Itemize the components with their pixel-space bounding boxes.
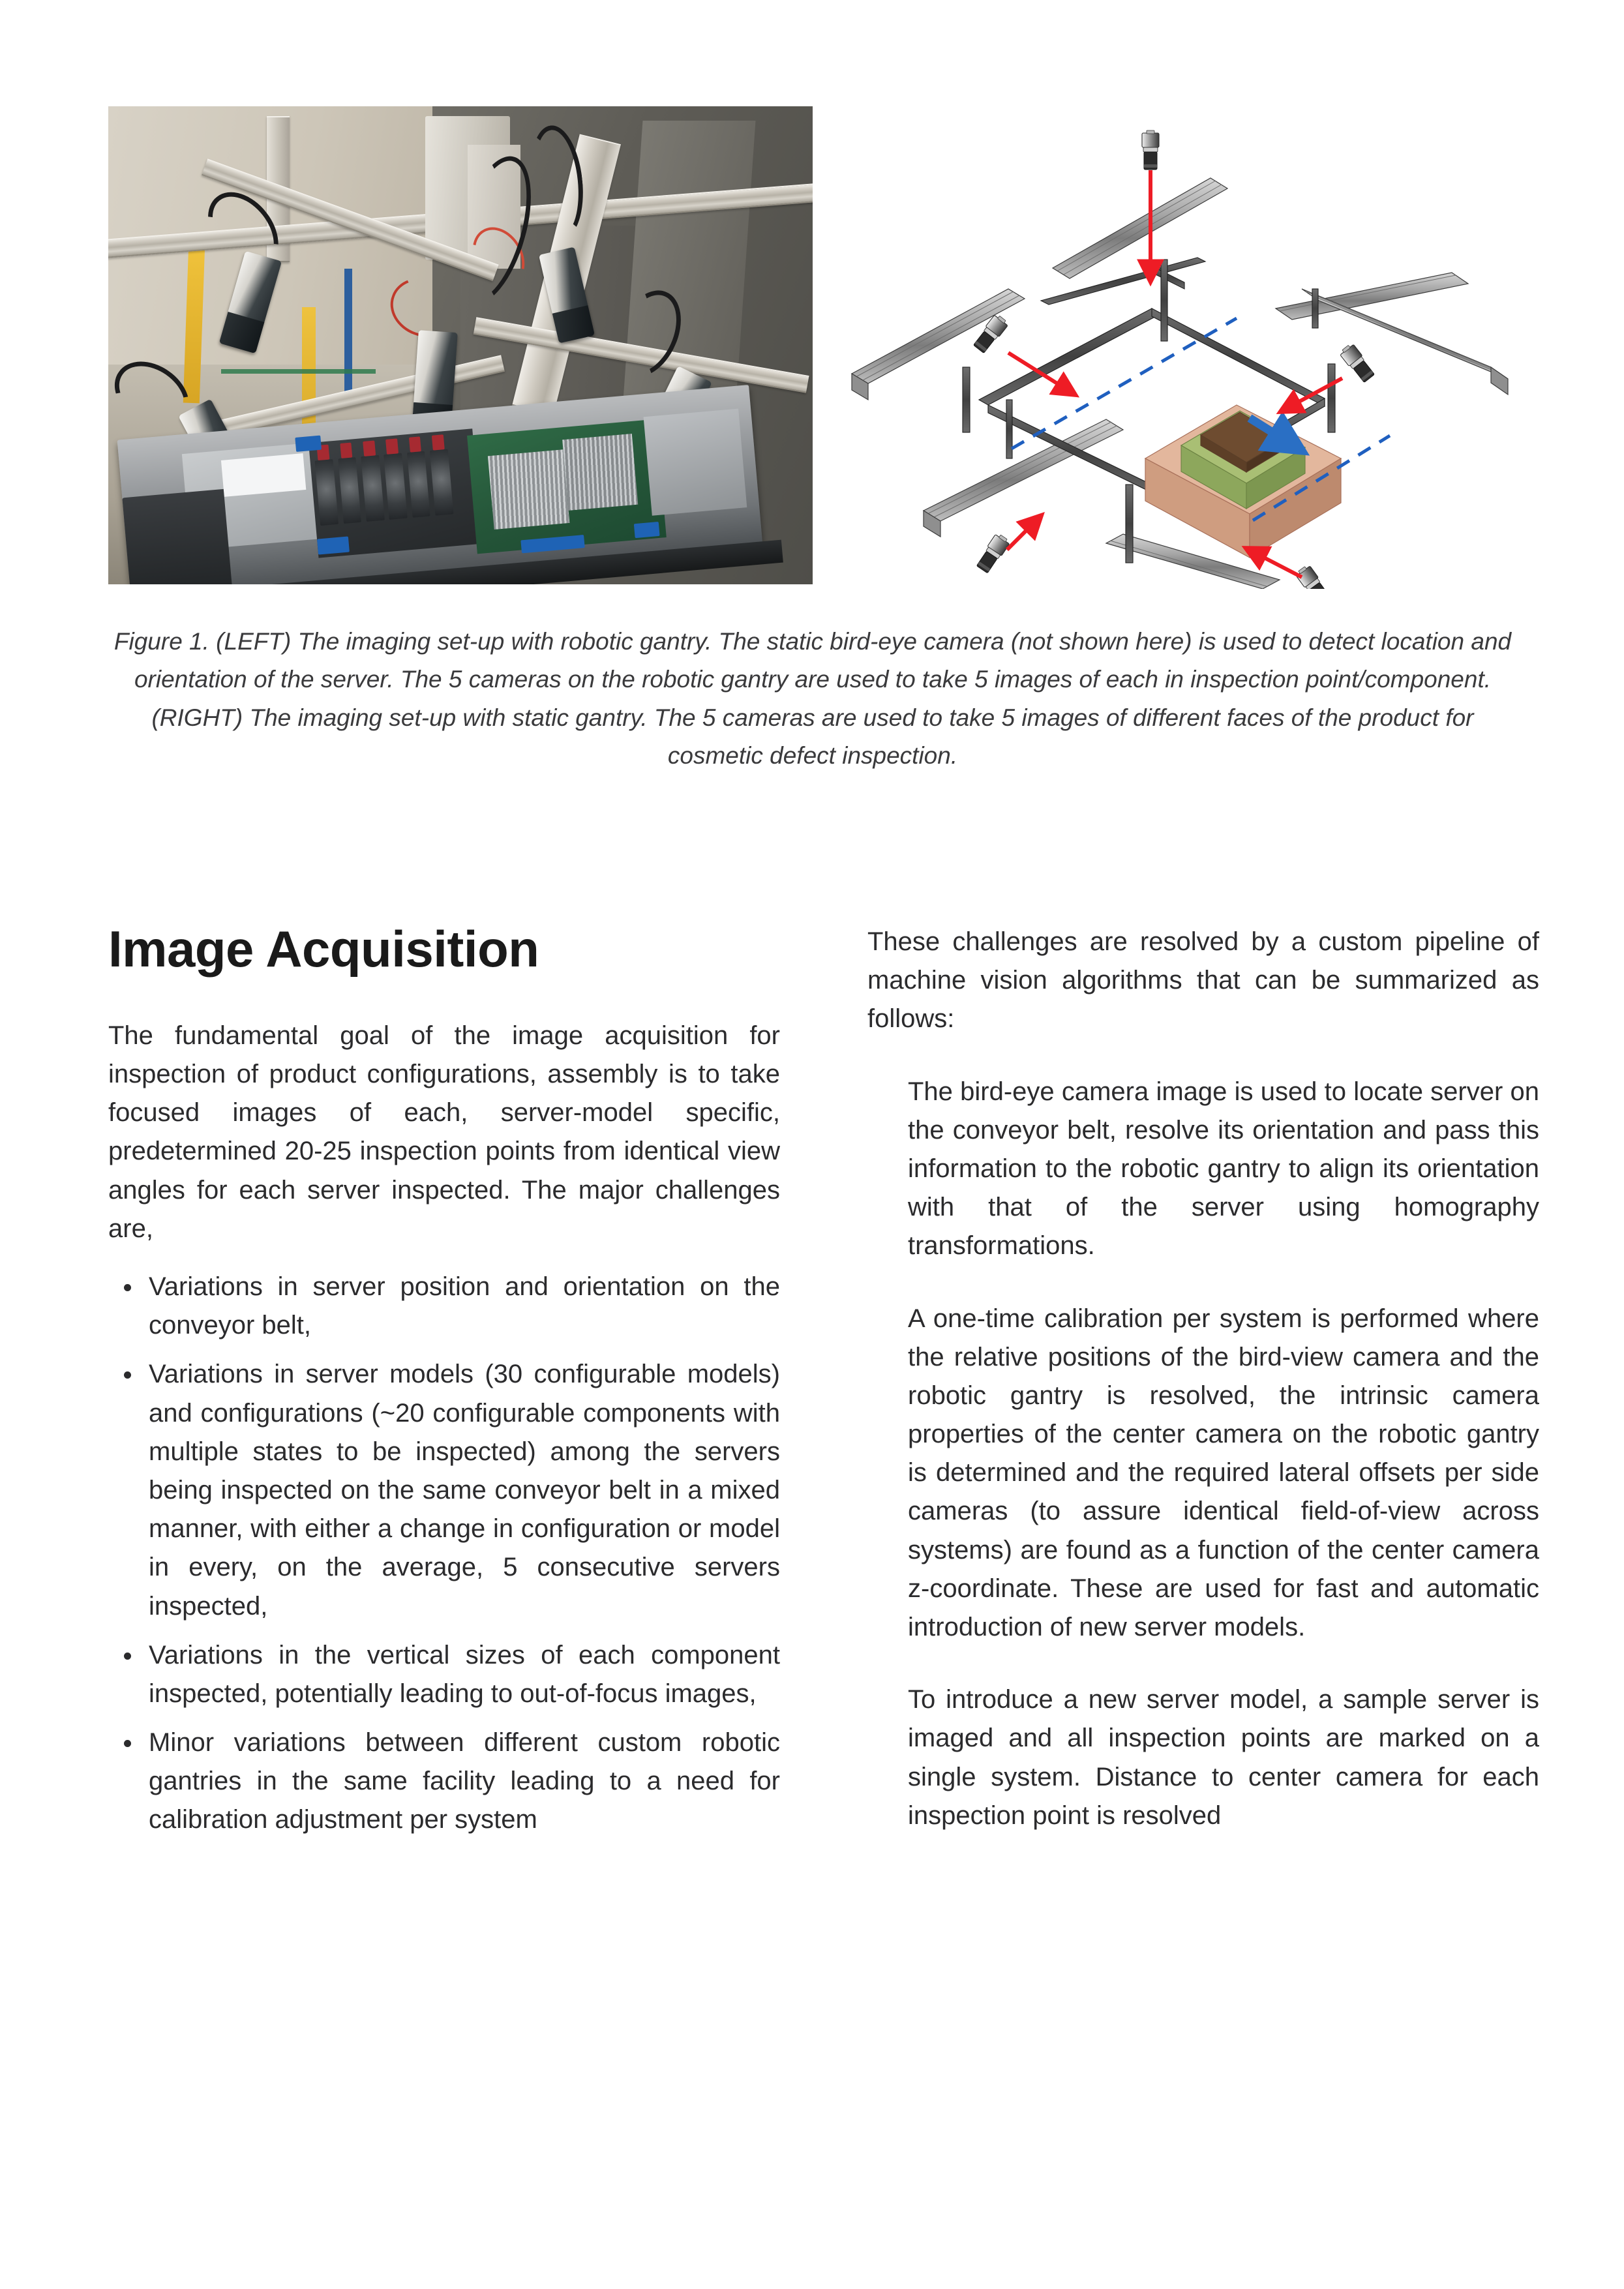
blue-latch — [295, 435, 322, 451]
blue-latch — [316, 536, 350, 555]
list-item: Variations in server models (30 configurable models) and configurations (~20 configurable components with multiple states to be inspected) among the servers being inspected on the same conveyor belt in a mixed manner, with either a change in configuration or model in every, on the average, 5 consecutive servers inspected, — [149, 1355, 780, 1625]
server-fan — [361, 455, 384, 521]
fan-release-tab — [363, 440, 376, 456]
blue-latch — [633, 522, 660, 538]
server-fan — [314, 459, 338, 525]
challenges-list — [108, 1268, 780, 1840]
blue-post — [344, 269, 352, 393]
pipeline-step: To introduce a new server model, a sample server is imaged and all inspection points are marked on a single system. Distance to center camera for each inspection point is resolved — [908, 1685, 1539, 1830]
fan-release-tab — [340, 442, 353, 458]
server-front-bezel — [122, 489, 232, 584]
server-fan — [383, 453, 407, 519]
robotic-gantry-photo — [108, 106, 813, 584]
fan-release-tab — [408, 436, 421, 453]
figure-1 — [108, 106, 1517, 586]
intro-paragraph: The fundamental goal of the image acquisition for inspection of product configurations, assembly is to take focused images of each, server-model specific, predetermined 20-25 inspection points from identical view angles for each server inspected. The major challenges are, — [108, 1021, 780, 1243]
list-item: Variations in the vertical sizes of each component inspected, potentially leading to out-of-focus images, — [149, 1636, 780, 1713]
figure-caption: Figure 1. (LEFT) The imaging set-up with robotic gantry. The static bird-eye camera (not shown here) is used to detect location and orientation of the server. The 5 cameras on the robotic gantry are used to take 5 images of each in inspection point/component. (RIGHT) The imaging set-up with static gantry. The 5 cameras are used to take 5 images of different faces of the product for cosmetic defect inspection. — [113, 628, 1512, 770]
cpu-heatsink-2 — [562, 434, 638, 510]
pipeline-step: A one-time calibration per system is performed where the relative positions of the bird-view camera and the robotic gantry is resolved, the intrinsic camera properties of the center camera on the robotic gantry is determined and the required lateral offsets per side cameras (to assure identical field-of-view across systems) are found as a function of the center camera z-coordinate. These are used for fast and automatic introduction of new server models. — [908, 1304, 1539, 1641]
cpu-heatsink-1 — [487, 449, 569, 530]
server-riser-bracket — [643, 408, 747, 516]
server-fan — [338, 457, 361, 523]
server-label — [220, 453, 306, 496]
page-title: Image Acquisition — [108, 920, 539, 978]
server-fan — [430, 449, 453, 515]
list-item: Variations in server position and orientation on the conveyor belt, — [149, 1268, 780, 1345]
fan-release-tab — [432, 434, 445, 451]
green-floor-line — [221, 369, 376, 374]
fan-release-tab — [385, 438, 398, 455]
lead-paragraph: These challenges are resolved by a custom pipeline of machine vision algorithms that can be summarized as follows: — [867, 927, 1539, 1034]
pipeline-steps — [908, 1073, 1539, 1835]
right-column — [867, 923, 1539, 1835]
left-column — [108, 920, 780, 1850]
server-fan — [406, 451, 430, 517]
static-gantry-diagram — [845, 93, 1517, 589]
list-item: Minor variations between different custom robotic gantries in the same facility leading to a need for calibration adjustment per system — [149, 1724, 780, 1840]
pipeline-step: The bird-eye camera image is used to locate server on the conveyor belt, resolve its orientation and pass this information to the robotic gantry to align its orientation with that of the server using homography transformations. — [908, 1077, 1539, 1261]
